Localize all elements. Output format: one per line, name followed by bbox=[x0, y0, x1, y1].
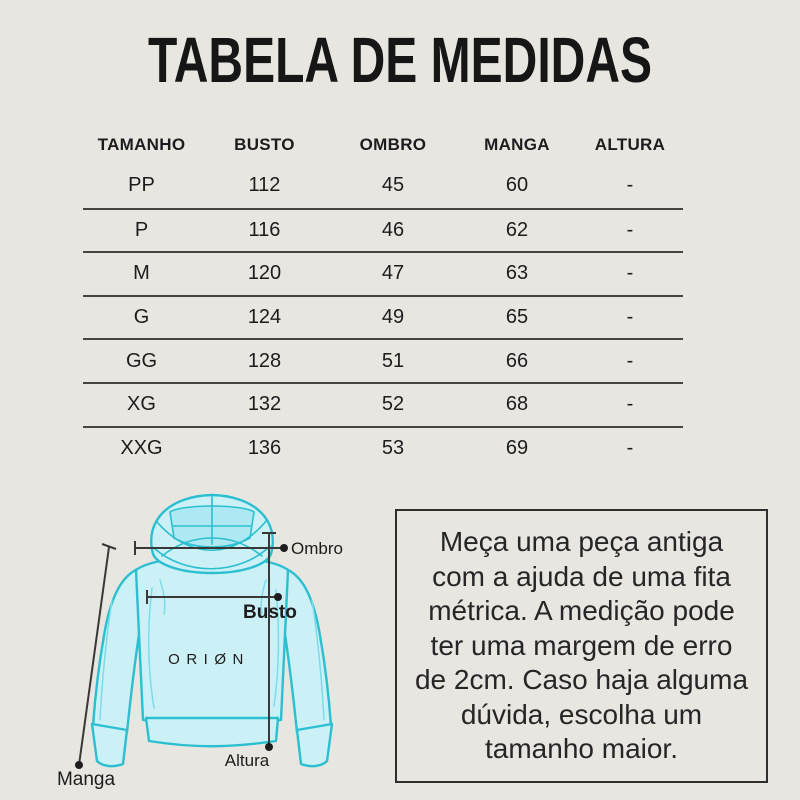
table-row bbox=[83, 208, 683, 252]
table-cell: 63 bbox=[505, 262, 529, 285]
ombro-measure-dot bbox=[280, 544, 288, 552]
altura-label: Altura bbox=[224, 751, 270, 770]
note-line: métrica. A medição pode bbox=[428, 595, 735, 627]
table-cell: 128 bbox=[247, 349, 282, 372]
note-line: de 2cm. Caso haja alguma bbox=[414, 664, 749, 696]
table-cell: - bbox=[626, 174, 634, 197]
table-row bbox=[83, 164, 683, 208]
table-cell: 46 bbox=[381, 218, 405, 241]
hoodie-hem-band bbox=[146, 718, 278, 746]
page-title bbox=[0, 24, 800, 96]
table-cell: - bbox=[626, 262, 634, 285]
table-cell: 112 bbox=[248, 174, 281, 197]
table-cell: 68 bbox=[505, 393, 529, 416]
table-cell: 116 bbox=[248, 218, 281, 241]
table-cell: M bbox=[133, 262, 150, 285]
busto-label: Busto bbox=[243, 602, 297, 623]
table-row bbox=[83, 426, 683, 470]
table-cell: G bbox=[133, 306, 150, 329]
table-cell: 49 bbox=[381, 306, 405, 329]
table-row bbox=[83, 295, 683, 339]
note-line: com a ajuda de uma fita bbox=[432, 560, 731, 592]
table-cell: GG bbox=[125, 349, 158, 372]
column-header-ombro: OMBRO bbox=[359, 135, 427, 154]
manga-label: Manga bbox=[56, 769, 116, 790]
table-cell: XXG bbox=[120, 436, 163, 459]
table-cell: 132 bbox=[247, 393, 282, 416]
column-header-manga: MANGA bbox=[484, 135, 550, 154]
table-cell: 69 bbox=[505, 436, 529, 459]
table-cell: - bbox=[626, 306, 634, 329]
page-title-text: TABELA DE MEDIDAS bbox=[148, 24, 652, 96]
table-cell: - bbox=[626, 218, 634, 241]
column-header-altura: ALTURA bbox=[594, 135, 666, 154]
busto-measure-dot bbox=[274, 593, 282, 601]
column-header-busto: BUSTO bbox=[234, 135, 295, 154]
column-header-tamanho: TAMANHO bbox=[97, 135, 186, 154]
ombro-label: Ombro bbox=[291, 539, 343, 558]
table-row bbox=[83, 251, 683, 295]
table-cell: XG bbox=[127, 393, 156, 416]
altura-measure-dot bbox=[265, 743, 273, 751]
table-cell: 45 bbox=[381, 174, 405, 197]
table-cell: 47 bbox=[381, 262, 405, 285]
table-cell: P bbox=[134, 218, 149, 241]
brand-logo-text: ORIØN bbox=[168, 651, 250, 668]
note-line: Meça uma peça antiga bbox=[439, 526, 724, 558]
table-cell: 53 bbox=[381, 436, 405, 459]
table-header-row bbox=[83, 126, 683, 164]
hoodie-measurement-diagram bbox=[0, 480, 400, 800]
table-cell: 124 bbox=[247, 306, 282, 329]
measurement-note bbox=[395, 509, 768, 783]
note-line: ter uma margem de erro bbox=[430, 629, 733, 661]
note-line: tamanho maior. bbox=[485, 733, 678, 765]
hoodie-right-cuff bbox=[297, 724, 332, 766]
table-cell: 136 bbox=[247, 436, 282, 459]
table-cell: - bbox=[626, 349, 634, 372]
table-cell: 120 bbox=[247, 262, 282, 285]
table-cell: 62 bbox=[505, 218, 529, 241]
table-row bbox=[83, 382, 683, 426]
manga-measure-dot bbox=[75, 761, 83, 769]
note-line: dúvida, escolha um bbox=[460, 698, 703, 730]
size-table-body bbox=[83, 164, 683, 469]
table-cell: 60 bbox=[505, 174, 529, 197]
size-table bbox=[83, 126, 683, 469]
table-cell: 51 bbox=[381, 349, 405, 372]
table-cell: - bbox=[626, 393, 634, 416]
table-cell: - bbox=[626, 436, 634, 459]
table-cell: 66 bbox=[505, 349, 529, 372]
table-row bbox=[83, 338, 683, 382]
table-cell: 52 bbox=[381, 393, 405, 416]
table-cell: PP bbox=[128, 174, 155, 197]
hoodie-left-cuff bbox=[92, 724, 127, 766]
table-cell: 65 bbox=[505, 306, 529, 329]
